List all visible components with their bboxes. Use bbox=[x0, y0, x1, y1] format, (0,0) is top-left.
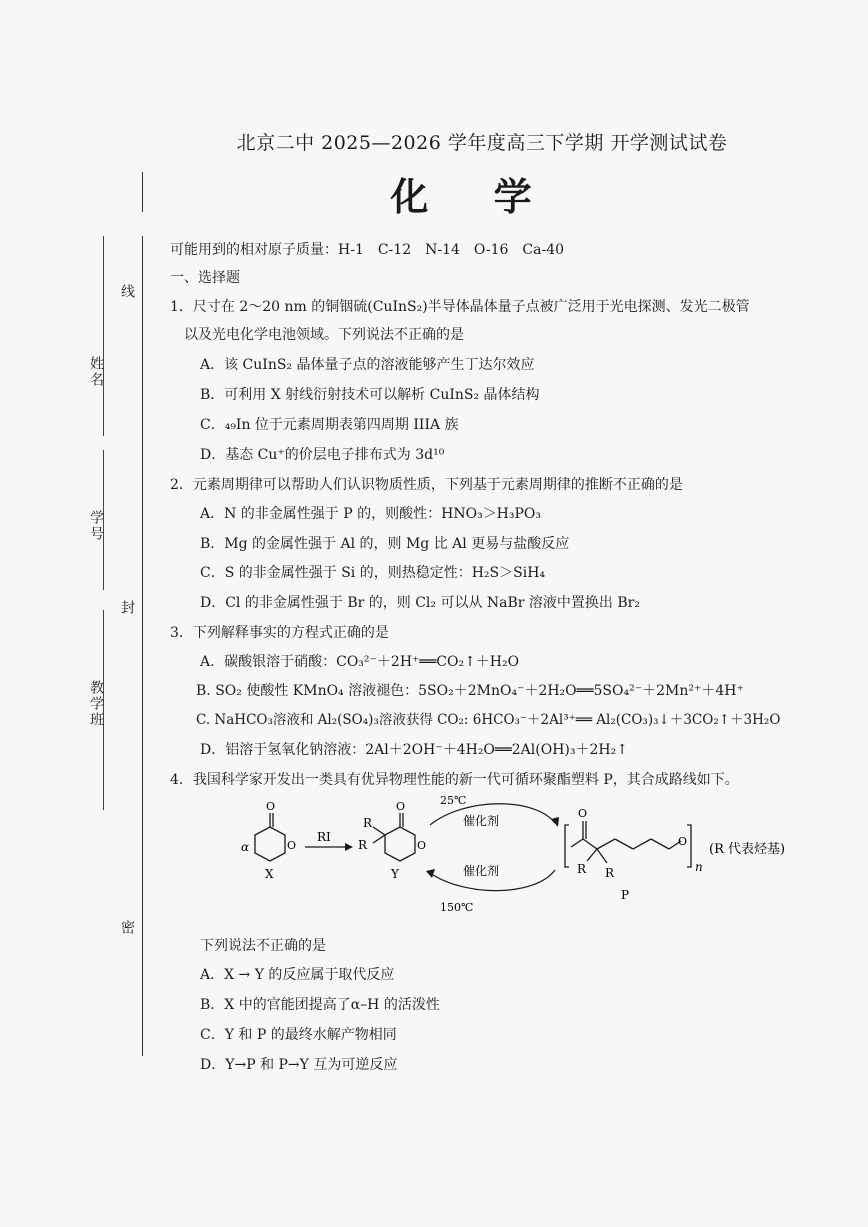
q4-option-d: D．Y→P 和 P→Y 互为可逆反应 bbox=[200, 1057, 398, 1073]
x-ring-o: O bbox=[287, 839, 297, 852]
q2-option-d: D．Cl 的非金属性强于 Br 的，则 Cl₂ 可以从 NaBr 溶液中置换出 Br₂ bbox=[200, 595, 640, 611]
r-note: (R 代表烃基) bbox=[709, 842, 786, 857]
margin-seal-mark: 封 bbox=[119, 600, 135, 616]
p-r2: R bbox=[605, 866, 615, 880]
label-x: X bbox=[265, 867, 274, 881]
catalyst-bottom: 催化剂 bbox=[463, 864, 500, 878]
synthesis-scheme bbox=[225, 795, 825, 915]
repeat-n: n bbox=[695, 860, 703, 874]
label-y: Y bbox=[391, 867, 399, 881]
atomic-masses: 可能用到的相对原子质量：H-1 C-12 N-14 O-16 Ca-40 bbox=[170, 242, 565, 258]
q4-option-a: A．X → Y 的反应属于取代反应 bbox=[200, 967, 395, 983]
p-carbonyl-o: O bbox=[578, 807, 588, 820]
margin-line-mark: 线 bbox=[119, 284, 135, 300]
temp-150: 150℃ bbox=[440, 901, 474, 914]
catalyst-top: 催化剂 bbox=[463, 814, 500, 828]
label-p: P bbox=[621, 888, 630, 902]
arrow-forward-head bbox=[551, 817, 559, 827]
q2-stem: 2．元素周期律可以帮助人们认识物质性质，下列基于元素周期律的推断不正确的是 bbox=[170, 477, 683, 493]
exam-title: 北京二中 2025—2026 学年度高三下学期 开学测试试卷 bbox=[236, 132, 728, 154]
arrow-reverse-head bbox=[426, 869, 435, 878]
q3-option-a: A．碳酸银溶于硝酸：CO₃²⁻＋2H⁺══CO₂↑＋H₂O bbox=[200, 654, 520, 670]
margin-rule-top bbox=[142, 172, 143, 212]
q4-option-b: B．X 中的官能团提高了α–H 的活泼性 bbox=[200, 997, 440, 1013]
polymer-p-structure bbox=[565, 821, 691, 867]
arrow-ri-head bbox=[345, 843, 353, 851]
temp-25: 25℃ bbox=[440, 795, 467, 807]
q4-prompt: 下列说法不正确的是 bbox=[200, 938, 326, 954]
y-r2: R bbox=[358, 838, 368, 852]
q1-option-b: B．可利用 X 射线衍射技术可以解析 CuInS₂ 晶体结构 bbox=[200, 387, 540, 403]
q4-option-c: C．Y 和 P 的最终水解产物相同 bbox=[200, 1027, 397, 1043]
x-carbonyl-o: O bbox=[266, 800, 276, 813]
name-underline bbox=[103, 236, 104, 436]
p-r1: R bbox=[577, 862, 587, 876]
q1-stem-line2: 以及光电化学电池领域。下列说法不正确的是 bbox=[184, 327, 464, 343]
subject-title: 化 学 bbox=[390, 174, 558, 219]
q4-stem: 4．我国科学家开发出一类具有优异物理性能的新一代可循环聚酯塑料 P，其合成路线如下。 bbox=[170, 772, 739, 788]
q2-option-a: A．N 的非金属性强于 P 的，则酸性：HNO₃＞H₃PO₃ bbox=[200, 506, 542, 522]
q3-option-d: D．铝溶于氢氧化钠溶液：2Al＋2OH⁻＋4H₂O══2Al(OH)₃＋2H₂↑ bbox=[200, 742, 628, 758]
y-r1: R bbox=[363, 816, 373, 830]
q2-option-c: C．S 的非金属性强于 Si 的，则热稳定性：H₂S＞SiH₄ bbox=[200, 565, 546, 581]
q3-option-b: B. SO₂ 使酸性 KMnO₄ 溶液褪色：5SO₂＋2MnO₄⁻＋2H₂O══5SO₄²⁻＋2Mn²⁺＋4H⁺ bbox=[196, 683, 744, 699]
y-carbonyl-o: O bbox=[396, 800, 406, 813]
name-label: 姓名 bbox=[88, 356, 104, 388]
compound-x-structure bbox=[255, 813, 285, 861]
id-label: 学号 bbox=[88, 510, 104, 542]
q2-option-b: B．Mg 的金属性强于 Al 的，则 Mg 比 Al 更易与盐酸反应 bbox=[200, 536, 570, 552]
p-chain-o: O bbox=[678, 835, 688, 848]
q3-option-c: C. NaHCO₃溶液和 Al₂(SO₄)₃溶液获得 CO₂: 6HCO₃⁻＋2Al³⁺══ Al₂(CO₃)₃↓＋3CO₂↑＋3H₂O bbox=[196, 712, 781, 728]
q1-option-c: C．₄₉In 位于元素周期表第四周期 IIIA 族 bbox=[200, 417, 459, 433]
q1-option-a: A．该 CuInS₂ 晶体量子点的溶液能够产生丁达尔效应 bbox=[200, 357, 535, 373]
q1-option-d: D．基态 Cu⁺的价层电子排布式为 3d¹⁰ bbox=[200, 447, 445, 463]
q1-stem-line1: 1．尺寸在 2～20 nm 的铜铟硫(CuInS₂)半导体晶体量子点被广泛用于光电探测、发光二极管 bbox=[170, 299, 750, 315]
class-label: 教学班 bbox=[88, 680, 104, 728]
y-ring-o: O bbox=[417, 839, 427, 852]
alpha-label: α bbox=[241, 840, 250, 854]
compound-y-structure bbox=[373, 813, 415, 861]
margin-secret-mark: 密 bbox=[119, 920, 135, 936]
section-heading: 一、选择题 bbox=[170, 270, 240, 286]
margin-rule bbox=[142, 236, 143, 1056]
reagent-ri: RI bbox=[317, 830, 331, 844]
q3-stem: 3．下列解释事实的方程式正确的是 bbox=[170, 625, 389, 641]
